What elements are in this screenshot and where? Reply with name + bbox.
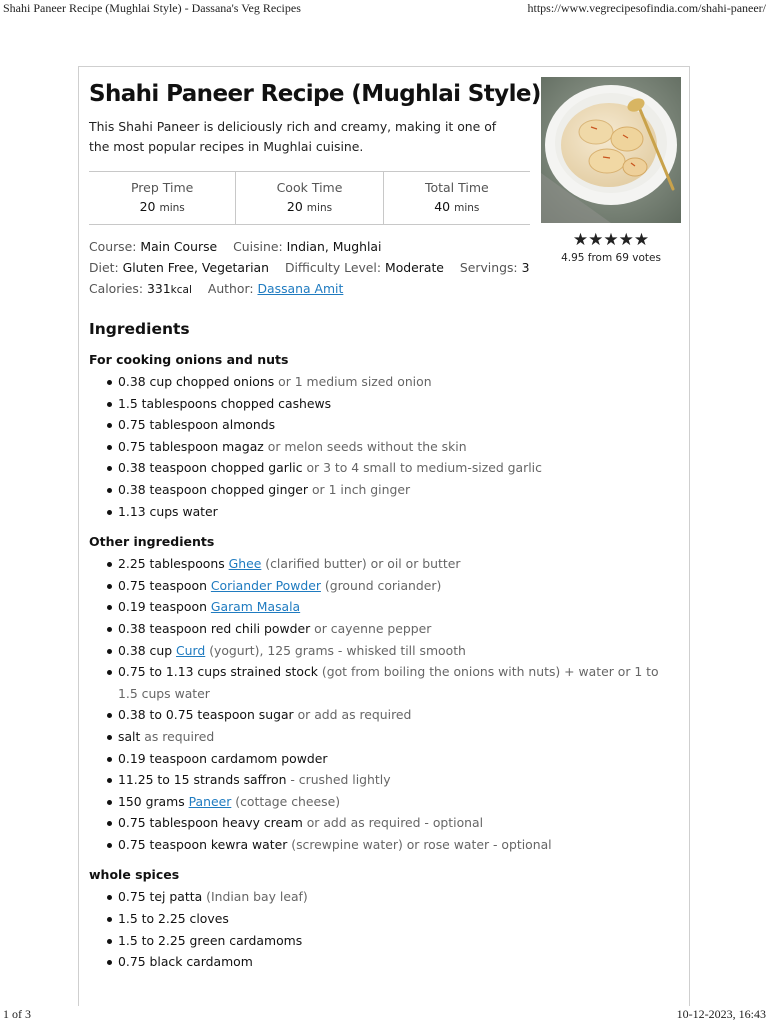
ingredient-note: - crushed lightly bbox=[286, 772, 391, 788]
ingredient-amount: 0.38 teaspoon chopped garlic bbox=[118, 460, 303, 476]
ingredient-item bbox=[89, 436, 669, 458]
ingredient-group bbox=[89, 533, 669, 855]
ingredient-list bbox=[89, 886, 669, 972]
recipe-title: Shahi Paneer Recipe (Mughlai Style) bbox=[89, 81, 541, 107]
ingredient-item bbox=[89, 371, 669, 393]
ingredient-amount: 1.5 to 2.25 cloves bbox=[118, 911, 229, 927]
print-header-title: Shahi Paneer Recipe (Mughlai Style) - Dassana's Veg Recipes bbox=[3, 1, 301, 15]
ingredient-item bbox=[89, 726, 669, 748]
course-value: Main Course bbox=[140, 239, 218, 254]
recipe-card bbox=[78, 66, 690, 1006]
ingredient-amount: 0.38 teaspoon chopped ginger bbox=[118, 481, 309, 497]
ingredient-item bbox=[89, 930, 669, 952]
ingredient-item bbox=[89, 501, 669, 523]
ingredient-note: (screwpine water) or rose water - optional bbox=[287, 836, 552, 852]
prep-time-label: Prep Time bbox=[130, 180, 194, 195]
total-time-label: Total Time bbox=[424, 180, 489, 195]
rating-stars-icon[interactable]: ★★★★★ bbox=[572, 230, 650, 250]
difficulty-value: Moderate bbox=[385, 260, 444, 275]
ingredient-item bbox=[89, 908, 669, 930]
ingredient-group bbox=[89, 866, 669, 972]
ingredient-item bbox=[89, 769, 669, 791]
ingredient-amount: 1.13 cups water bbox=[118, 503, 218, 519]
ingredient-note: or 1 medium sized onion bbox=[274, 374, 432, 389]
ingredient-amount: salt bbox=[118, 728, 141, 744]
ingredient-link[interactable]: Coriander Powder bbox=[210, 577, 321, 593]
ingredient-amount: 0.75 to 1.13 cups strained stock bbox=[118, 664, 318, 680]
ingredient-item bbox=[89, 596, 669, 618]
ingredient-item bbox=[89, 479, 669, 501]
cuisine-value: Indian, Mughlai bbox=[286, 239, 382, 254]
meta-row-course bbox=[89, 236, 539, 257]
cook-time bbox=[235, 172, 382, 224]
ingredient-amount: 0.75 tablespoon heavy cream bbox=[118, 815, 303, 831]
ingredient-amount: 11.25 to 15 strands saffron bbox=[118, 772, 287, 788]
diet-label: Diet: bbox=[89, 260, 119, 275]
ingredient-note: or add as required - optional bbox=[302, 815, 484, 831]
ingredient-item bbox=[89, 640, 669, 662]
ingredient-list bbox=[89, 553, 669, 855]
ingredient-note: (yogurt), 125 grams - whisked till smooth bbox=[205, 642, 466, 658]
ingredient-link[interactable]: Curd bbox=[176, 642, 206, 658]
recipe-summary: This Shahi Paneer is deliciously rich and creamy, making it one of the most popular recipes in Mughlai cuisine. bbox=[89, 119, 497, 154]
ingredient-item bbox=[89, 834, 669, 856]
ingredient-amount: 0.75 black cardamom bbox=[118, 954, 253, 970]
ingredient-note: (cottage cheese) bbox=[231, 793, 341, 809]
ingredient-amount: 0.75 teaspoon bbox=[118, 577, 211, 593]
ingredient-amount: 0.38 cup chopped onions bbox=[118, 374, 275, 389]
ingredient-amount: 0.19 teaspoon bbox=[118, 599, 211, 615]
ingredient-amount: 0.19 teaspoon cardamom powder bbox=[118, 750, 328, 766]
prep-time bbox=[89, 172, 235, 224]
ingredient-item bbox=[89, 951, 669, 973]
ingredient-group-title: For cooking onions and nuts bbox=[89, 352, 289, 367]
ingredient-list bbox=[89, 371, 669, 522]
ingredient-link[interactable]: Garam Masala bbox=[210, 599, 301, 615]
servings-label: Servings: bbox=[459, 260, 518, 275]
ingredient-link[interactable]: Paneer bbox=[188, 793, 232, 809]
calories-label: Calories: bbox=[89, 281, 144, 296]
ingredient-note: (Indian bay leaf) bbox=[202, 889, 308, 905]
ingredient-item bbox=[89, 791, 669, 813]
ingredient-amount: 1.5 tablespoons chopped cashews bbox=[118, 395, 332, 411]
ingredient-amount: 150 grams bbox=[118, 793, 189, 809]
shahi-paneer-illustration bbox=[541, 77, 681, 223]
course-label: Course: bbox=[89, 239, 137, 254]
ingredient-amount: 0.75 tablespoon almonds bbox=[118, 417, 276, 433]
ingredient-amount: 0.38 to 0.75 teaspoon sugar bbox=[118, 707, 294, 723]
ingredient-note: or 3 to 4 small to medium-sized garlic bbox=[302, 460, 542, 476]
ingredient-item bbox=[89, 886, 669, 908]
difficulty-label: Difficulty Level: bbox=[284, 260, 382, 275]
ingredient-amount: 0.75 tablespoon magaz bbox=[118, 438, 264, 454]
ingredient-amount: 0.75 tej patta bbox=[118, 889, 203, 905]
ingredient-item bbox=[89, 575, 669, 597]
cook-time-unit: mins bbox=[306, 202, 333, 214]
ingredient-group-title: whole spices bbox=[89, 867, 180, 883]
ingredient-note: or 1 inch ginger bbox=[308, 481, 411, 497]
ingredients-section bbox=[89, 320, 669, 973]
ingredient-link[interactable]: Ghee bbox=[228, 556, 262, 572]
cook-time-label: Cook Time bbox=[276, 180, 343, 195]
meta-row-diet bbox=[89, 257, 539, 278]
ingredient-groups bbox=[89, 351, 669, 973]
ingredients-heading: Ingredients bbox=[89, 320, 190, 338]
ingredient-note: (ground coriander) bbox=[320, 577, 442, 593]
prep-time-number: 20 bbox=[139, 199, 156, 214]
prep-time-unit: mins bbox=[159, 202, 185, 214]
total-time bbox=[383, 172, 530, 224]
cook-time-value bbox=[236, 197, 382, 218]
print-header-url: https://www.vegrecipesofindia.com/shahi-paneer/ bbox=[527, 1, 766, 15]
ingredient-item bbox=[89, 661, 669, 704]
ingredient-item bbox=[89, 748, 669, 770]
diet-value: Gluten Free, Vegetarian bbox=[122, 260, 269, 275]
total-time-value bbox=[384, 197, 530, 218]
ingredient-note: or add as required bbox=[293, 707, 412, 723]
ingredient-note: (got from boiling the onions with nuts) + water or 1 to 1.5 cups water bbox=[118, 664, 663, 701]
ingredient-group bbox=[89, 351, 669, 522]
page-number: 1 of 3 bbox=[3, 1007, 31, 1021]
ingredient-amount: 0.75 teaspoon kewra water bbox=[118, 836, 288, 852]
ingredient-item bbox=[89, 393, 669, 415]
ingredient-note: or cayenne pepper bbox=[310, 620, 432, 636]
print-datetime: 10-12-2023, 16:43 bbox=[676, 1007, 766, 1021]
total-time-unit: mins bbox=[454, 202, 480, 214]
ingredient-item bbox=[89, 414, 669, 436]
ingredient-item bbox=[89, 618, 669, 640]
prep-time-value bbox=[89, 197, 235, 218]
ingredient-note: as required bbox=[140, 728, 215, 744]
ingredient-item bbox=[89, 812, 669, 834]
ingredient-amount: 0.38 teaspoon red chili powder bbox=[118, 620, 311, 636]
ingredient-item bbox=[89, 704, 669, 726]
print-header bbox=[0, 0, 768, 18]
calories-value: 331 bbox=[147, 281, 171, 296]
recipe-meta bbox=[89, 236, 539, 301]
calories-unit: kcal bbox=[170, 284, 192, 296]
author-link[interactable]: Dassana Amit bbox=[257, 281, 344, 296]
ingredient-note: or melon seeds without the skin bbox=[263, 438, 467, 454]
ingredient-note: (clarified butter) or oil or butter bbox=[261, 556, 461, 572]
ingredient-amount: 1.5 to 2.25 green cardamoms bbox=[118, 932, 303, 948]
shahi-paneer-photo bbox=[541, 77, 681, 223]
servings-value: 3 bbox=[521, 260, 530, 275]
ingredient-amount: 0.38 cup bbox=[118, 642, 176, 658]
print-footer bbox=[0, 1006, 768, 1024]
ingredient-group-title: Other ingredients bbox=[89, 534, 215, 550]
author-label: Author: bbox=[207, 281, 254, 296]
rating-votes: 4.95 from 69 votes bbox=[561, 252, 661, 264]
ingredient-amount: 2.25 tablespoons bbox=[118, 556, 229, 572]
meta-row-calories bbox=[89, 278, 539, 301]
recipe-times bbox=[89, 171, 530, 225]
recipe-rating bbox=[541, 231, 681, 264]
ingredient-item bbox=[89, 457, 669, 479]
ingredient-item bbox=[89, 553, 669, 575]
cook-time-number: 20 bbox=[286, 199, 303, 214]
cuisine-label: Cuisine: bbox=[233, 239, 283, 254]
total-time-number: 40 bbox=[434, 199, 451, 214]
